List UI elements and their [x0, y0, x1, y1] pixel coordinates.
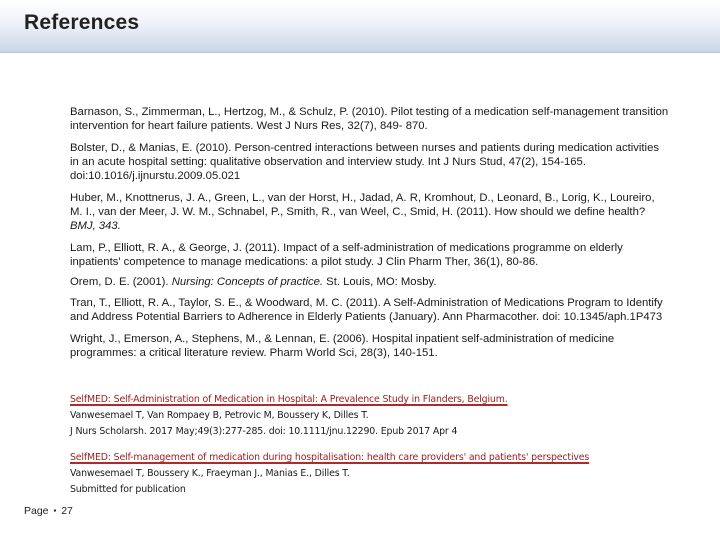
reference-list: [70, 105, 670, 367]
reference-item: Barnason, S., Zimmerman, L., Hertzog, M., & Schulz, P. (2010). Pilot testing of a medication self-management transition intervention for heart failure patients. West J Nurs Res, 32(7), 849- 870.: [70, 106, 669, 132]
reference-book-title: Nursing: Concepts of practice.: [171, 276, 324, 288]
reference-text: Huber, M., Knottnerus, J. A., Green, L., van der Horst, H., Jadad, A. R, Kromhout, D., Leonard, B., Lorig, K., Loureiro, M. I., van der Meer, J. W. M., Schnabel, P., Smith, R., van Weel, C., Smid, H. (2011). How should we define health?: [70, 192, 655, 218]
reference-journal: BMJ, 343.: [70, 220, 121, 232]
selfmed-authors-2: Vanwesemael T, Boussery K., Fraeyman J., Manias E., Dilles T.: [70, 468, 350, 479]
selfmed-publication-2: [70, 450, 670, 498]
page-label: Page: [24, 505, 49, 517]
selfmed-publication-1: [70, 392, 670, 440]
bullet-icon: ▪: [53, 506, 57, 515]
reference-item: [70, 191, 670, 233]
reference-text: Orem, D. E. (2001).: [70, 276, 172, 288]
reference-item: Tran, T., Elliott, R. A., Taylor, S. E., & Woodward, M. C. (2011). A Self-Administration of Medications Program to Identify and Address Potential Barriers to Adherence in Elderly Patients (January). Ann Pharmacother. doi: 10.1345/aph.1P473: [70, 297, 663, 323]
title-divider: [0, 52, 720, 53]
selfmed-authors-1: Vanwesemael T, Van Rompaey B, Petrovic M, Boussery K, Dilles T.: [70, 410, 369, 421]
selfmed-citation-2: Submitted for publication: [70, 484, 186, 495]
page-number: 27: [61, 505, 73, 517]
reference-text: St. Louis, MO: Mosby.: [323, 276, 437, 288]
reference-item: Wright, J., Emerson, A., Stephens, M., & Lennan, E. (2006). Hospital inpatient self-administration of medicine programmes: a critical literature review. Pharm World Sci, 28(3), 140-151.: [70, 333, 615, 359]
selfmed-citation-1: J Nurs Scholarsh. 2017 May;49(3):277-285. doi: 10.1111/jnu.12290. Epub 2017 Apr 4: [70, 426, 458, 437]
reference-item: Bolster, D., & Manias, E. (2010). Person-centred interactions between nurses and patients during medication activities in an acute hospital setting: qualitative observation and interview study. Int J Nurs Stud, 47(2), 154-165. doi:10.1016/j.ijnurstu.2009.05.021: [70, 142, 659, 182]
reference-item: Lam, P., Elliott, R. A., & George, J. (2011). Impact of a self-administration of medications programme on elderly inpatients' competence to manage medications: a pilot study. J Clin Pharm Ther, 36(1), 80-86.: [70, 242, 623, 268]
reference-item: [70, 275, 670, 289]
page-title: References: [24, 11, 140, 34]
selfmed-link-1[interactable]: SelfMED: Self-Administration of Medication in Hospital: A Prevalence Study in Flanders, Belgium.: [70, 394, 508, 405]
selfmed-link-2[interactable]: SelfMED: Self-management of medication during hospitalisation: health care providers' and patients' perspectives: [70, 452, 590, 463]
page-number-footer: [24, 505, 73, 517]
